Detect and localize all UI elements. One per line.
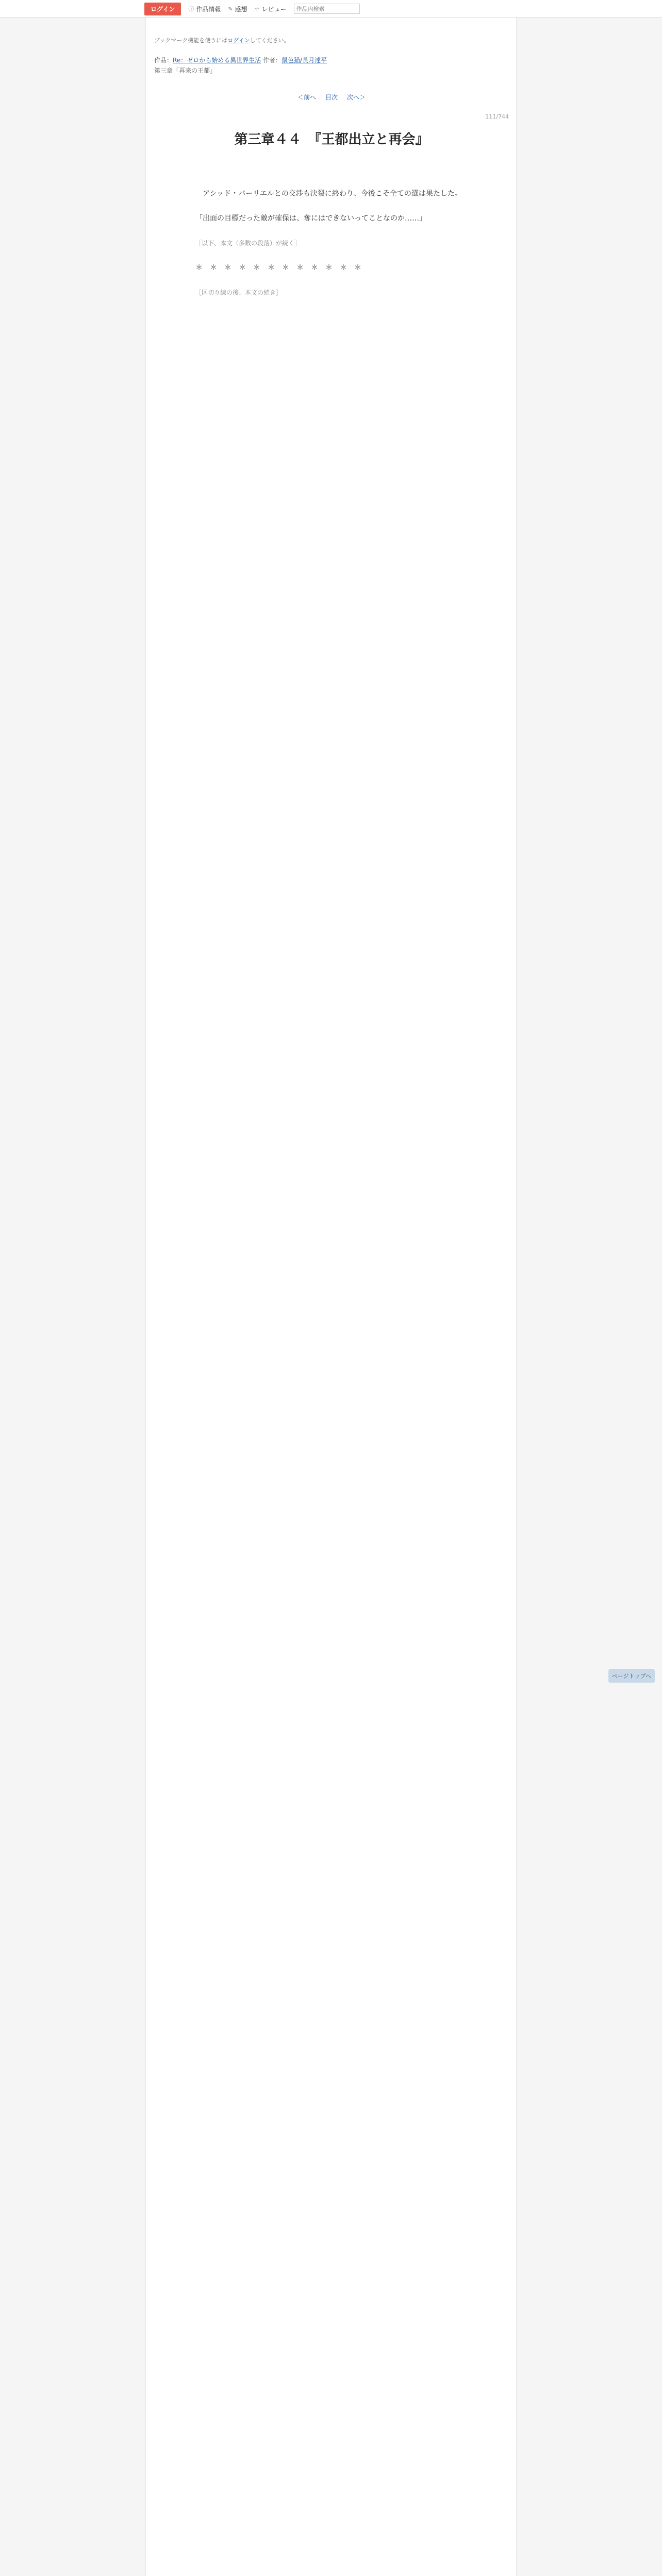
author-link[interactable]: 鼠色猫/長月達平	[282, 57, 327, 64]
body-omission-note: ［以下、本文（多数の段落）が続く］	[195, 240, 301, 247]
review-label: レビュー	[261, 5, 287, 13]
in-work-search-input[interactable]	[294, 4, 360, 14]
impressions-link[interactable]	[228, 5, 247, 13]
works-info-label: 作品情報	[196, 5, 221, 13]
series-title-link[interactable]: Re：ゼロから始める異世界生活	[173, 57, 261, 64]
body-paragraph: アシッド・バーリエルとの交渉も決裂に終わり、今後こそ全ての選は果たした。	[195, 190, 462, 198]
site-header	[0, 0, 662, 18]
episode-nav	[146, 93, 517, 101]
author-label: 作者：	[263, 57, 282, 64]
body-omission-note: ［区切り線の後、本文の続き］	[195, 289, 283, 296]
episode-body	[195, 188, 470, 311]
main-content	[145, 18, 517, 2576]
series-info	[154, 56, 327, 64]
notice-login-link[interactable]: ログイン	[227, 37, 250, 44]
prev-link[interactable]: ＜前へ	[297, 94, 316, 101]
login-button[interactable]: ログイン	[144, 3, 181, 15]
notice-prefix: ブックマーク機能を使うには	[154, 37, 228, 44]
comment-icon: ✎	[228, 5, 233, 12]
body-paragraph: 「出面の目標だった敵が確保は、奪にはできないってことなのか……」	[195, 214, 426, 223]
toc-link[interactable]: 目次	[325, 94, 338, 101]
page-top-button[interactable]: ページトップへ	[608, 1669, 655, 1683]
episode-title: 第三章４４ 『王都出立と再会』	[234, 132, 429, 147]
impressions-label: 感想	[235, 5, 247, 13]
info-icon: ⓘ	[188, 6, 194, 12]
series-label: 作品：	[154, 57, 173, 64]
review-link[interactable]	[255, 5, 287, 13]
next-link[interactable]: 次へ＞	[347, 94, 366, 101]
notice-suffix: してください。	[250, 37, 290, 44]
bookmark-notice	[154, 36, 290, 44]
works-info-link[interactable]	[188, 5, 221, 13]
header-toolbar	[144, 3, 360, 14]
chapter-label: 第三章「再来の王都」	[154, 67, 217, 74]
episode-counter: 111/744	[485, 113, 509, 120]
scene-separator: ＊ ＊ ＊ ＊ ＊ ＊ ＊ ＊ ＊ ＊ ＊ ＊	[195, 264, 361, 272]
review-icon: ☆	[254, 5, 260, 12]
